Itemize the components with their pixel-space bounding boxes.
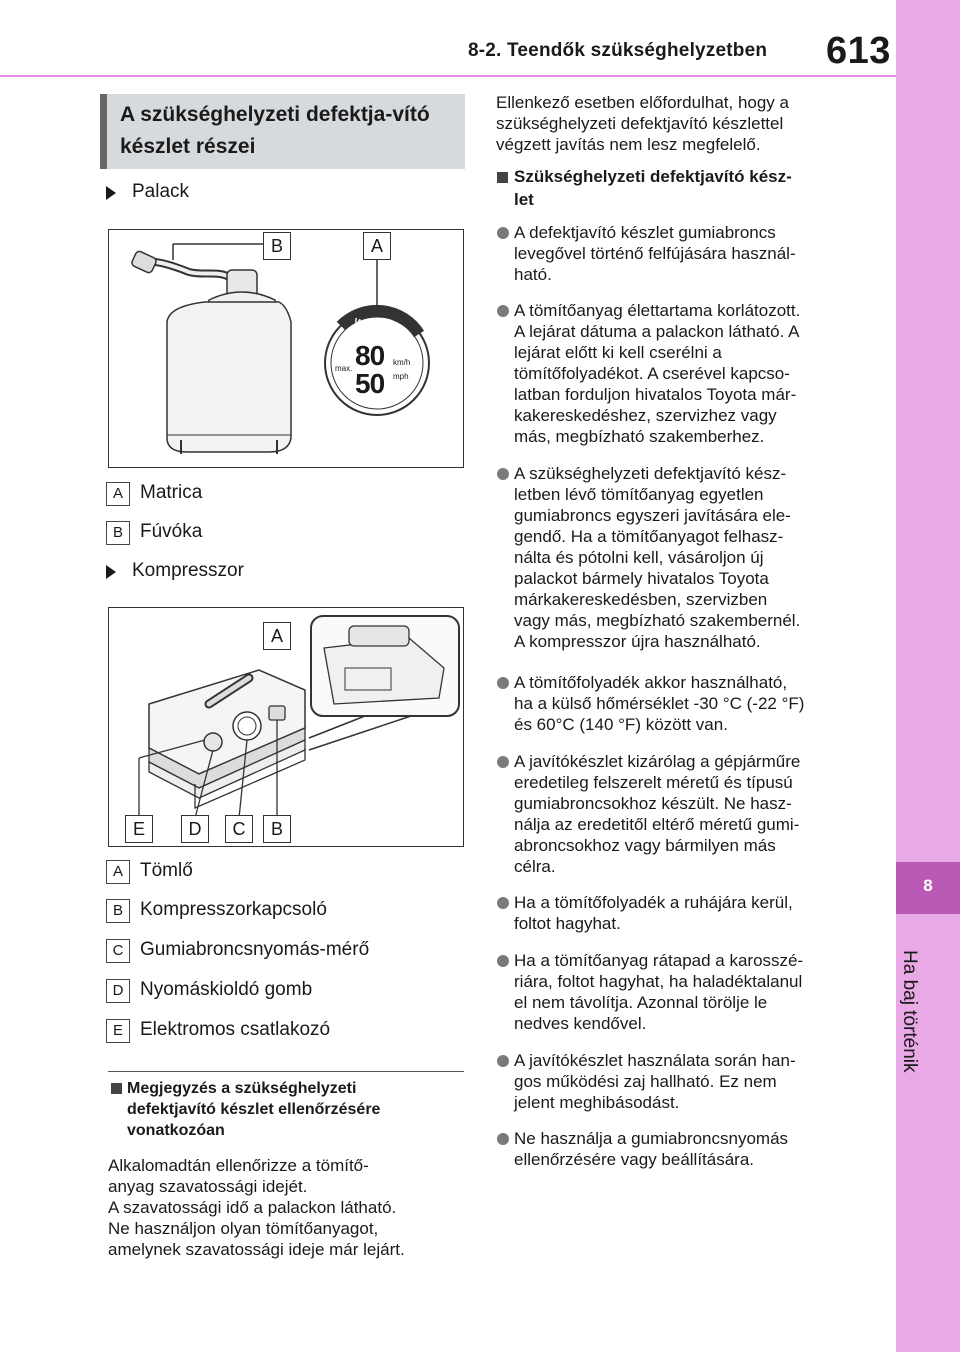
bullet-line: gos működési zaj hallható. Ez nem [514,1072,777,1091]
bullet-line: A javítókészlet használata során han- [514,1051,796,1070]
sticker-warning-text: WARNING [352,316,402,343]
note-body-line: A szavatossági idő a palackon látható. [108,1198,397,1217]
bullet-line: A defektjavító készlet gumiabroncs [514,223,776,242]
chapter-title-text: Ha baj történik [899,950,920,1073]
bullet-line: tömítőfolyadékot. A cserével kapcso- [514,364,790,383]
note-body-line: amelynek szavatossági ideje már lejárt. [108,1240,405,1259]
key-label: Elektromos csatlakozó [140,1019,331,1040]
bottle-illustration [109,230,463,467]
bullet-line: nálta és pótolni kell, vásároljon új [514,548,764,567]
kit-heading-line: Szükséghelyzeti defektjavító kész- [514,167,792,186]
section-heading: A szükséghelyzeti defektja-vító készlet részei [120,103,430,158]
bullet-dot-icon [497,468,509,480]
bullet-dot-icon [497,955,509,967]
compressor-callout-d: D [181,815,209,843]
bottle-title: Palack [132,181,190,202]
compressor-callout-a: A [263,622,291,650]
bullet-line: nedves kendővel. [514,1014,647,1033]
bottle-callout-b: B [263,232,291,260]
compressor-callout-e: E [125,815,153,843]
intro-line: szükséghelyzeti defektjavító készlettel [496,114,784,133]
triangle-bullet-icon [106,186,116,200]
bullet-line: Ne használja a gumiabroncsnyomás [514,1129,789,1148]
key-label: Gumiabroncsnyomás-mérő [140,939,370,960]
bullet-dot-icon [497,756,509,768]
sticker-speed-kmh: 80 [355,340,385,371]
key-letter-box: A [106,860,130,884]
bullet-line: célra. [514,857,556,876]
note-body-line: Ne használjon olyan tömítőanyagot, [108,1219,379,1238]
bullet-line: palackot bármely hivatalos Toyota [514,569,769,588]
bullet-dot-icon [497,1133,509,1145]
sticker-max: max. [335,364,353,373]
bullet-line: A szükséghelyzeti defektjavító kész- [514,464,787,483]
intro-line: végzett javítás nem lesz megfelelő. [496,135,761,154]
note-body-line: Alkalomadtán ellenőrizze a tömítő- [108,1156,369,1175]
compressor-callout-c: C [225,815,253,843]
bullet-line: A tömítőfolyadék akkor használható, [514,673,788,692]
chapter-side-tab [896,0,960,1352]
key-letter-box: D [106,979,130,1003]
chapter-number: 8 [923,876,933,895]
key-letter-box: E [106,1019,130,1043]
bottle-figure [108,229,464,468]
bullet-line: ha a külső hőmérséklet -30 °C (-22 °F) [514,694,805,713]
bullet-line: gendő. Ha a tömítőanyagot felhasz- [514,527,784,546]
bullet-dot-icon [497,677,509,689]
bullet-dot-icon [497,227,509,239]
bullet-line: lejárat előtt ki kell cserélni a [514,343,722,362]
note-heading-line: defektjavító készlet ellenőrzésére [127,1101,381,1118]
kit-heading-line: let [514,190,534,209]
sticker-unit-kmh: km/h [393,358,411,367]
bullet-line: más, megbízható szakemberhez. [514,427,765,446]
note-divider [108,1071,464,1072]
note-heading-line: Megjegyzés a szükséghelyzeti [127,1080,357,1097]
compressor-figure [108,607,464,847]
square-bullet-icon [497,172,508,183]
bullet-dot-icon [497,897,509,909]
bullet-line: A lejárat dátuma a palackon látható. A [514,322,800,341]
note-body-line: anyag szavatossági idejét. [108,1177,308,1196]
bullet-line: eredetileg felszerelt méretű és típusú [514,773,793,792]
bullet-line: és 60°C (140 °F) között van. [514,715,728,734]
page-number: 613 [826,30,891,72]
bullet-line: gumiabroncsokhoz készült. Ne hasz- [514,794,792,813]
key-label: Nyomáskioldó gomb [140,979,313,1000]
key-letter-box: C [106,939,130,963]
bullet-line: kakereskedéshez, szervizhez vagy [514,406,777,425]
bullet-line: márkakereskedésben, szervizben [514,590,768,609]
sticker-unit-mph: mph [393,372,409,381]
bullet-line: Ha a tömítőanyag rátapad a karosszé- [514,951,804,970]
square-bullet-icon [111,1083,122,1094]
bullet-line: ellenőrzésére vagy beállítására. [514,1150,755,1169]
intro-line: Ellenkező esetben előfordulhat, hogy a [496,93,789,112]
compressor-callout-b: B [263,815,291,843]
bullet-line: latban forduljon hivatalos Toyota már- [514,385,797,404]
chapter-title [900,950,930,1110]
bullet-line: jelent meghibásodást. [514,1093,680,1112]
bullet-line: riára, foltot hagyhat, ha haladéktalanul [514,972,803,991]
bullet-line: abroncsokhoz vagy bármilyen más [514,836,776,855]
key-letter-box: A [106,482,130,506]
bullet-line: el nem távolítja. Azonnal törölje le [514,993,768,1012]
key-label: Kompresszorkapcsoló [140,899,327,920]
bullet-dot-icon [497,305,509,317]
bullet-line: nálja az eredetitől eltérő méretű gumi- [514,815,800,834]
bullet-dot-icon [497,1055,509,1067]
bullet-line: gumiabroncs egyszeri javítására ele- [514,506,791,525]
bullet-line: vagy más, megbízható szakembernél. [514,611,801,630]
key-label: Matrica [140,482,203,503]
triangle-bullet-icon [106,565,116,579]
bullet-line: A kompresszor újra használható. [514,632,761,651]
key-label: Fúvóka [140,521,203,542]
bullet-line: ható. [514,265,552,284]
section-heading-accent [100,94,107,169]
bullet-line: A javítókészlet kizárólag a gépjárműre [514,752,801,771]
bullet-line: foltot hagyhat. [514,914,621,933]
header-rule [0,75,896,77]
key-letter-box: B [106,899,130,923]
sticker-speed-mph: 50 [355,368,385,399]
bullet-line: letben lévő tömítőanyag egyetlen [514,485,764,504]
bottle-callout-a: A [363,232,391,260]
running-header-section: 8-2. Teendők szükséghelyzetben [468,40,768,61]
note-heading-line: vonatkozóan [127,1122,225,1139]
compressor-title: Kompresszor [132,560,244,581]
bullet-line: A tömítőanyag élettartama korlátozott. [514,301,801,320]
key-letter-box: B [106,521,130,545]
bullet-line: levegővel történő felfújására használ- [514,244,796,263]
bullet-line: Ha a tömítőfolyadék a ruhájára kerül, [514,893,793,912]
key-label: Tömlő [140,860,193,881]
